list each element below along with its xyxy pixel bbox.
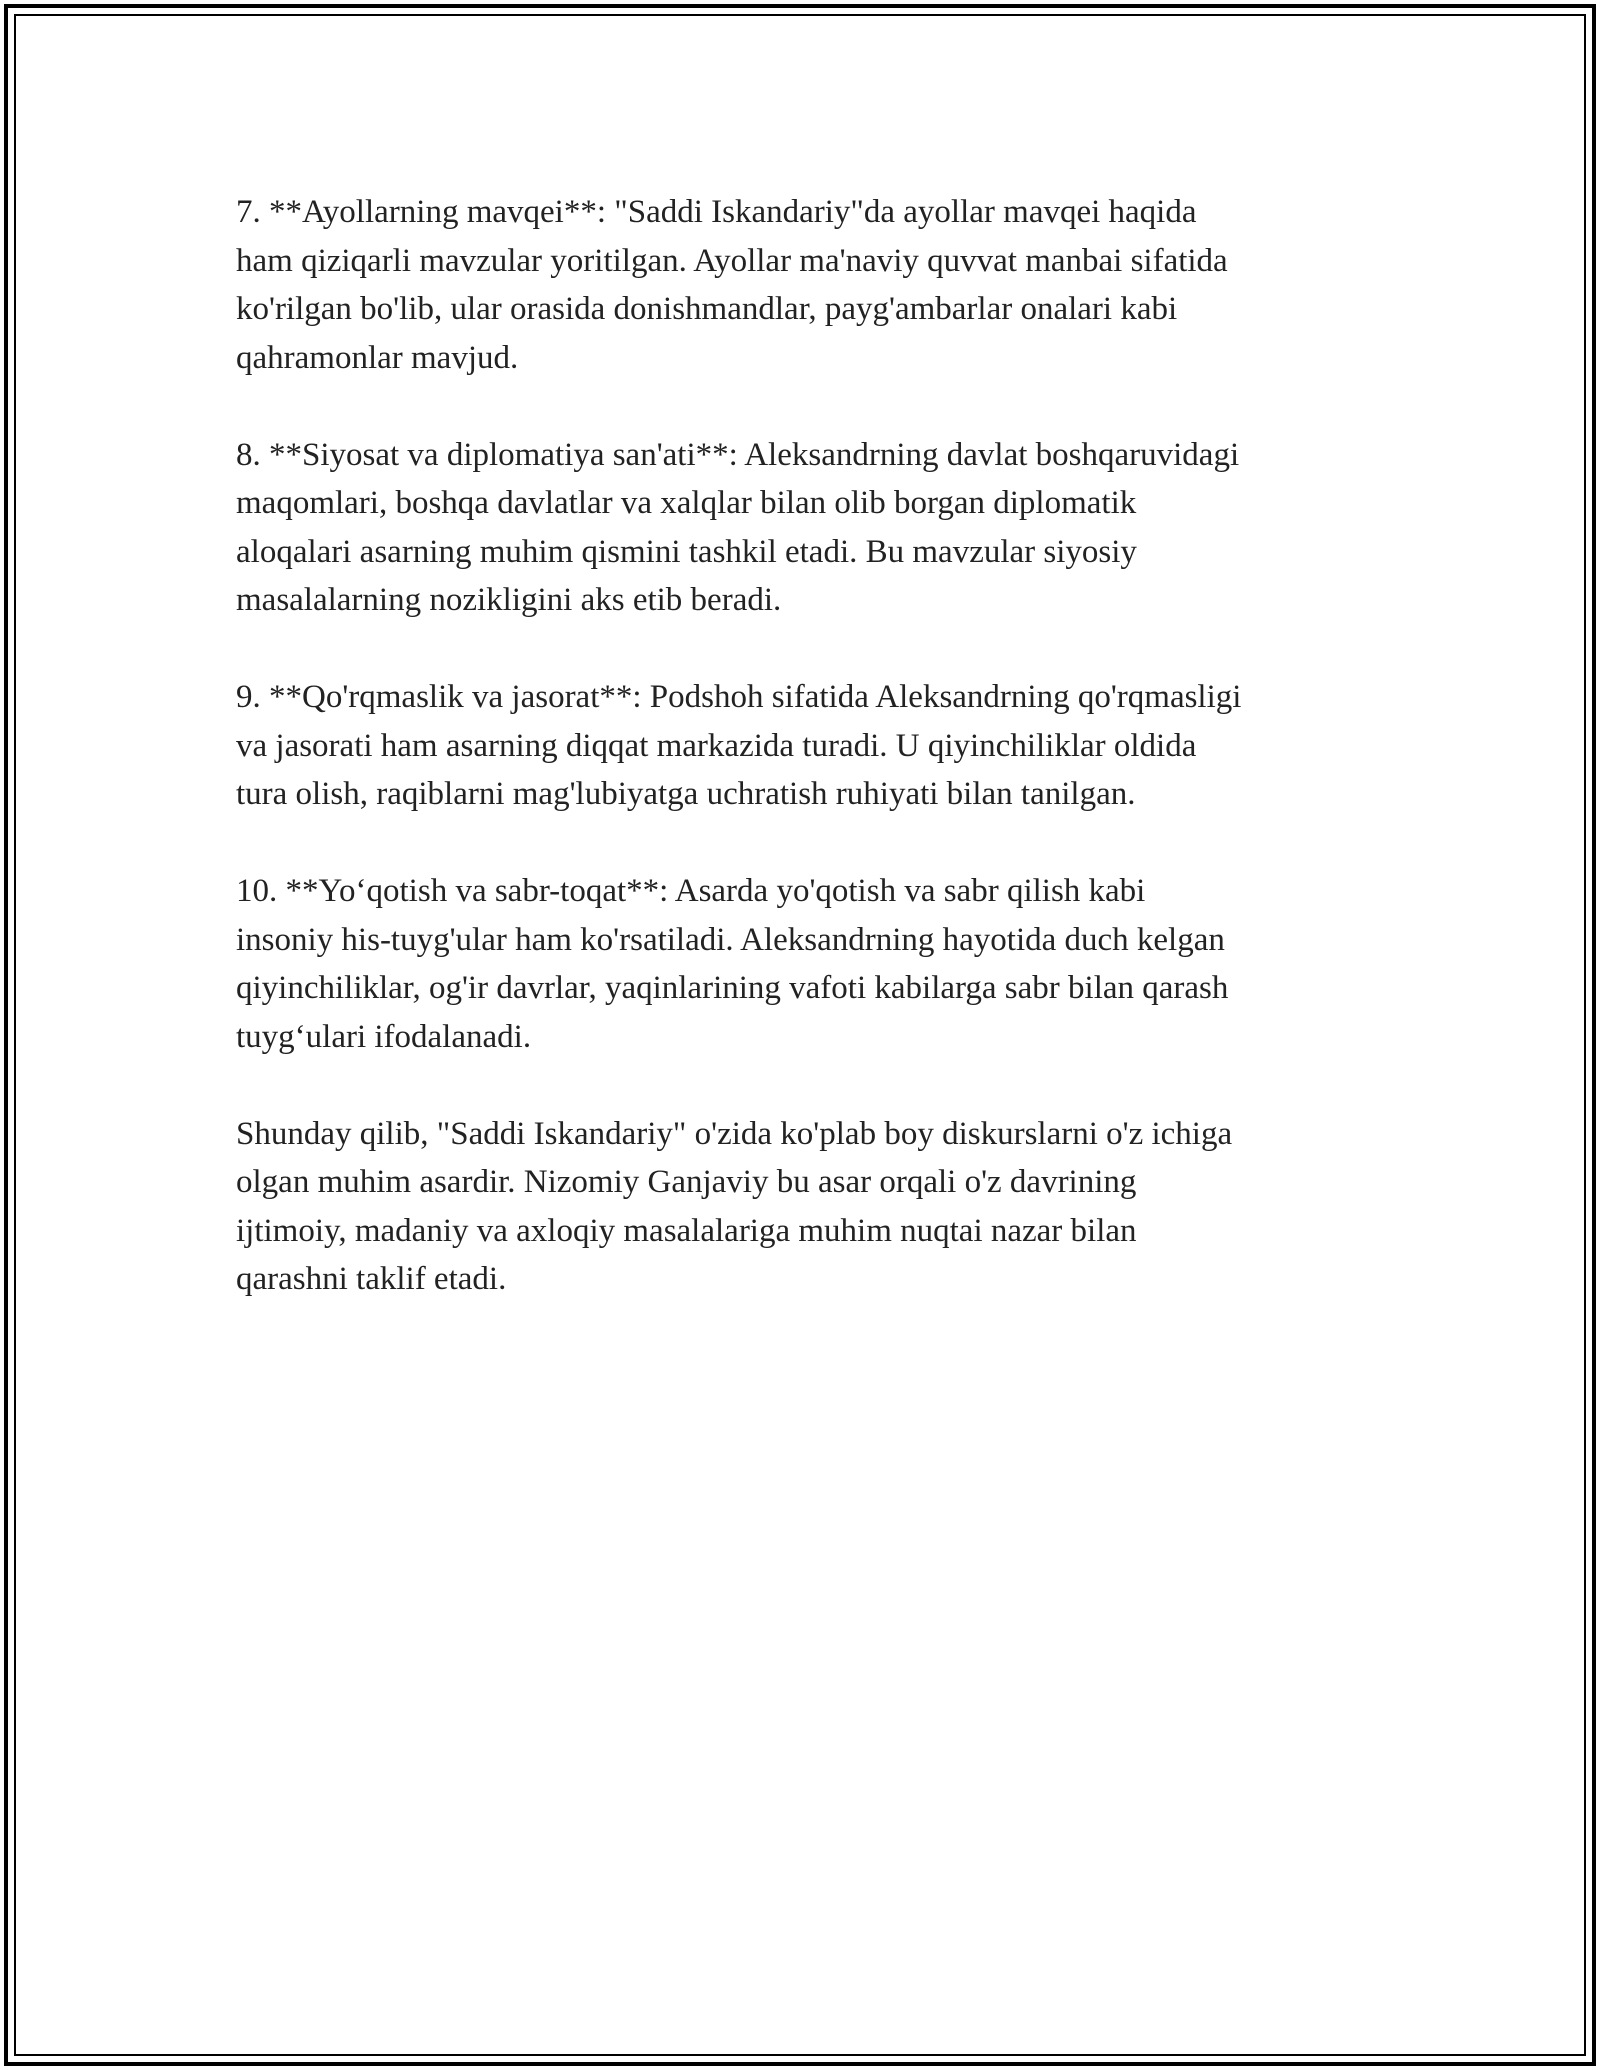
text-line: ko'rilgan bo'lib, ular orasida donishmandlar, payg'ambarlar onalari kabi bbox=[236, 291, 1178, 327]
text-line: tuyg‘ulari ifodalanadi. bbox=[236, 1018, 532, 1055]
text-line: qarashni taklif etadi. bbox=[236, 1261, 507, 1297]
text-line: qahramonlar mavjud. bbox=[236, 339, 519, 376]
text-line: 7. **Ayollarning mavqei**: "Saddi Iskandariy"da ayollar mavqei haqida bbox=[236, 194, 1197, 230]
text-line: tura olish, raqiblarni mag'lubiyatga uchratish ruhiyati bilan tanilgan. bbox=[236, 776, 1136, 812]
text-line: insoniy his-tuyg'ular ham ko'rsatiladi. Aleksandrning hayotida duch kelgan bbox=[236, 921, 1225, 958]
text-line: va jasorati ham asarning diqqat markazida turadi. U qiyinchiliklar oldida bbox=[236, 727, 1197, 764]
paragraph-item-10 bbox=[236, 867, 1376, 1061]
text-line: aloqalari asarning muhim qismini tashkil etadi. Bu mavzular siyosiy bbox=[236, 533, 1137, 570]
text-line: ijtimoiy, madaniy va axloqiy masalalariga muhim nuqtai nazar bilan bbox=[236, 1212, 1137, 1249]
text-line: olgan muhim asardir. Nizomiy Ganjaviy bu asar orqali o'z davrining bbox=[236, 1164, 1137, 1200]
document-body bbox=[236, 188, 1376, 1352]
paragraph-conclusion bbox=[236, 1110, 1376, 1304]
text-line: 9. **Qo'rqmaslik va jasorat**: Podshoh sifatida Aleksandrning qo'rqmasligi bbox=[236, 679, 1242, 715]
text-line: qiyinchiliklar, og'ir davrlar, yaqinlarining vafoti kabilarga sabr bilan qarash bbox=[236, 970, 1229, 1006]
text-line: maqomlari, boshqa davlatlar va xalqlar bilan olib borgan diplomatik bbox=[236, 485, 1137, 521]
text-line: 8. **Siyosat va diplomatiya san'ati**: Aleksandrning davlat boshqaruvidagi bbox=[236, 436, 1240, 473]
text-line: 10. **Yo‘qotish va sabr-toqat**: Asarda yo'qotish va sabr qilish kabi bbox=[236, 873, 1146, 909]
paragraph-item-8 bbox=[236, 431, 1376, 625]
text-line: masalalarning nozikligini aks etib beradi. bbox=[236, 582, 782, 618]
text-line: Shunday qilib, "Saddi Iskandariy" o'zida ko'plab boy diskurslarni o'z ichiga bbox=[236, 1115, 1233, 1152]
paragraph-item-9 bbox=[236, 673, 1376, 819]
paragraph-item-7 bbox=[236, 188, 1376, 382]
text-line: ham qiziqarli mavzular yoritilgan. Ayollar ma'naviy quvvat manbai sifatida bbox=[236, 242, 1228, 279]
